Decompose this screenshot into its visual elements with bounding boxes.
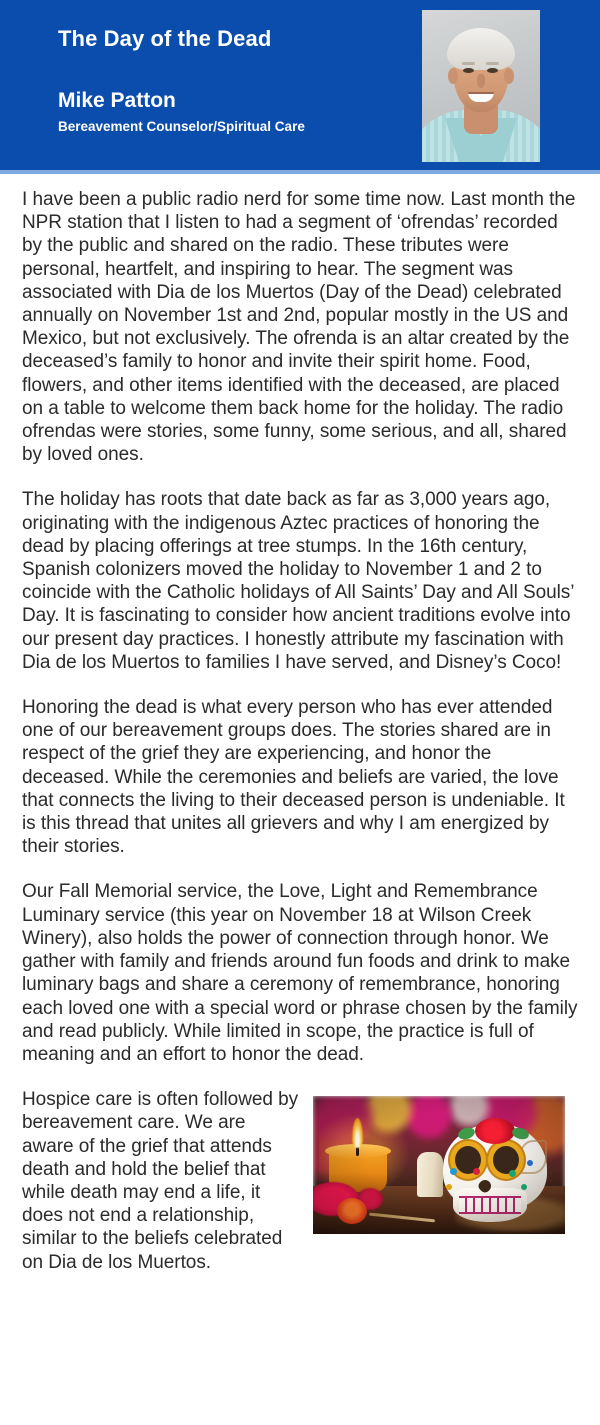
header-underline-divider	[0, 170, 600, 174]
header-text-block	[58, 26, 398, 136]
portrait-ear-left	[448, 68, 458, 84]
article-paragraph: Our Fall Memorial service, the Love, Light and Remembrance Luminary service (this year on November 18 at Wilson Creek Winery), also holds the power of connection through honor. We gather with family and friends around fun foods and drink to make luminary bags and share a ceremony of remembrance, honoring each loved one with a special word or phrase chosen by the family and read publicly. While limited in scope, the practice is full of meaning and an effort to honor the dead.	[22, 881, 578, 1065]
portrait-ear-right	[504, 68, 514, 84]
final-paragraph-block	[22, 1088, 578, 1274]
portrait-nose	[477, 74, 485, 88]
page-title: The Day of the Dead	[58, 26, 272, 51]
article-header-banner	[0, 0, 600, 174]
article-paragraph: Honoring the dead is what every person who has ever attended one of our bereavement groups does. The stories shared are in respect of the grief they are experiencing, and honor the deceased. While the ceremonies and beliefs are varied, the love that connects the living to their deceased person is undeniable. It is this thread that unites all grievers and why I am energized by their stories.	[22, 697, 565, 858]
portrait-eye-right	[487, 68, 498, 73]
article-paragraph: Hospice care is often followed by bereavement care. We are aware of the grief that attends death and hold the belief that while death may end a life, it does not end a relationship, similar to the beliefs celebrated on Dia de los Muertos.	[22, 1089, 299, 1273]
portrait-eyebrow-right	[486, 62, 499, 65]
photo-vignette	[313, 1096, 565, 1234]
author-role: Bereavement Counselor/Spiritual Care	[58, 119, 305, 135]
portrait-eye-left	[463, 68, 474, 73]
portrait-eyebrow-left	[462, 62, 475, 65]
article-paragraph: The holiday has roots that date back as far as 3,000 years ago, originating with the indigenous Aztec practices of honoring the dead by placing offerings at tree stumps. In the 16th century, Spanish colonizers moved the holiday to November 1 and 2 to coincide with the Catholic holidays of All Saints’ Day and All Souls’ Day. It is fascinating to consider how ancient traditions evolve into our present day practices. I honestly attribute my fascination with Dia de los Muertos to families I have served, and Disney’s Coco!	[22, 489, 574, 673]
article-body	[0, 174, 600, 1274]
article-paragraph: I have been a public radio nerd for some time now. Last month the NPR station that I listen to had a segment of ‘ofrendas’ recorded by the public and shared on the radio. These tributes were personal, heartfelt, and inspiring to hear. The segment was associated with Dia de los Muertos (Day of the Dead) celebrated annually on November 1st and 2nd, popular mostly in the US and Mexico, but not exclusively. The ofrenda is an altar created by the deceased’s family to honor and invite their spirit home. Food, flowers, and other items identified with the deceased, are placed on a table to welcome them back home for the holiday. The radio ofrendas were stories, some funny, some serious, and all, shared by loved ones.	[22, 189, 576, 466]
author-portrait-photo	[422, 10, 540, 162]
sugar-skull-photo	[313, 1096, 565, 1234]
author-name: Mike Patton	[58, 89, 176, 113]
